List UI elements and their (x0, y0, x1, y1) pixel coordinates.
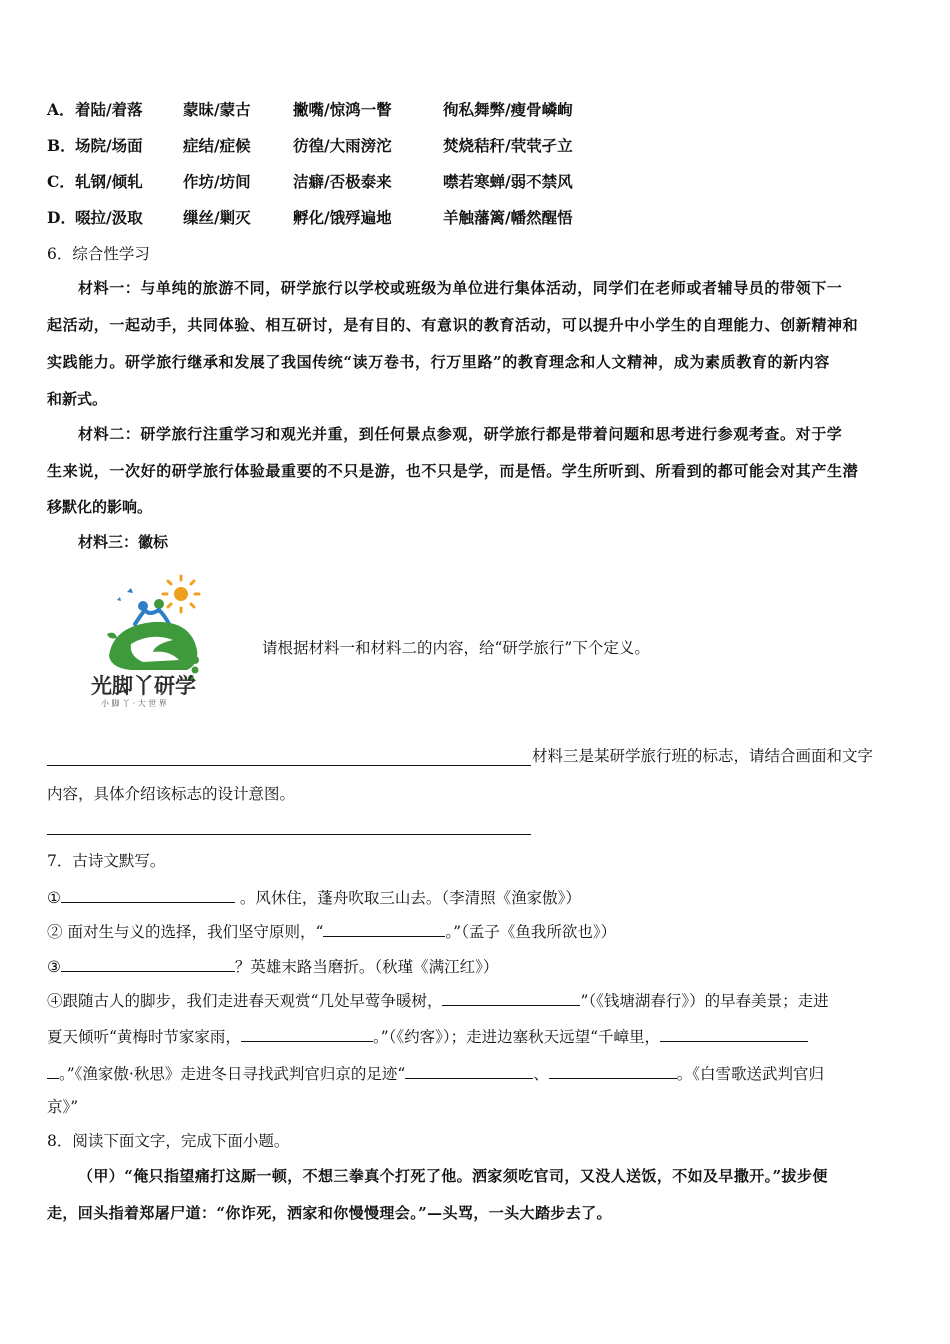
q6-material-1-line: 和新式。 (47, 390, 108, 408)
item-number: ② (47, 923, 63, 941)
q6-material-1-line: 材料一：与单纯的旅游不同，研学旅行以学校或班级为单位进行集体活动，同学们在老师或者辅导员的带领下一 (78, 279, 843, 297)
option-letter: C． (47, 172, 75, 191)
option-item: 着陆/着落 (75, 100, 143, 119)
q6-prompt-definition: 请根据材料一和材料二的内容，给“研学旅行”下个定义。 (262, 639, 650, 657)
fill-blank[interactable] (323, 919, 445, 937)
option-item: 蒙昧/蒙古 (183, 100, 251, 119)
option-letter: D． (47, 208, 76, 227)
separator: 、 (533, 1065, 549, 1083)
fill-blank[interactable] (660, 1024, 808, 1042)
option-item: 焚烧秸秆/茕茕孑立 (443, 136, 573, 155)
option-item: 症结/症候 (183, 136, 251, 155)
q8-passage-line: 走，回头指着郑屠尸道：“你诈死，洒家和你慢慢理会。”—头骂，一头大踏步去了。 (47, 1204, 612, 1222)
fill-blank[interactable] (61, 885, 235, 903)
option-item: 缫丝/剿灭 (183, 208, 251, 227)
q6-title: 6．综合性学习 (47, 245, 150, 263)
option-letter: B． (47, 136, 76, 155)
line-text: 夏天倾听“黄梅时节家家雨， (47, 1028, 241, 1046)
line-text: ”（《钱塘湖春行》）的早春美景；走进 (580, 992, 829, 1010)
fill-blank[interactable] (549, 1061, 677, 1079)
line-text: ？英雄末路当磨折。（秋瑾《满江红》） (234, 958, 499, 976)
line-text: 。《白雪歌送武判官归 (676, 1065, 825, 1083)
q6-material-2-line: 移默化的影响。 (47, 498, 153, 516)
option-item: 场院/场面 (75, 136, 143, 155)
logo-subtitle: 小 脚 丫 · 大 世 界 (101, 699, 167, 708)
option-item: 徇私舞弊/瘦骨嶙峋 (443, 100, 573, 119)
option-item: 噤若寒蝉/弱不禁风 (443, 172, 573, 191)
study-tour-logo (91, 574, 211, 712)
logo-name: 光脚丫研学 (91, 674, 196, 698)
q7-line-4b (47, 1024, 808, 1047)
option-item: 彷徨/大雨滂沱 (293, 136, 392, 155)
line-text: 面对生与义的选择，我们坚守原则，“ (67, 923, 324, 941)
q6-material-3-label: 材料三：徽标 (78, 533, 169, 551)
fill-blank[interactable] (241, 1024, 373, 1042)
q7-line-4c (47, 1061, 824, 1084)
item-number: ④ (47, 992, 63, 1010)
option-item: 洁癖/否极泰来 (293, 172, 392, 191)
q7-line-4a (47, 988, 829, 1011)
line-text: 。”（《约客》）；走进边塞秋天远望“千嶂里， (372, 1028, 661, 1046)
line-text: 。”《渔家傲·秋思》走进冬日寻找武判官归京的足迹“ (59, 1065, 406, 1083)
fill-blank[interactable] (47, 1061, 59, 1079)
fill-blank[interactable] (442, 988, 580, 1006)
barefoot-logo-icon (97, 574, 211, 684)
q7-line-2 (47, 919, 616, 942)
q8-passage-line: （甲）“俺只指望痛打这厮一顿，不想三拳真个打死了他。洒家须吃官司，又没人送饭，不如及早撒开。”拔步便 (78, 1167, 828, 1185)
q7-line-1 (47, 885, 581, 908)
option-item: 孵化/饿殍遍地 (293, 208, 392, 227)
line-text: 跟随古人的脚步，我们走进春天观赏“几处早莺争暖树， (62, 992, 443, 1010)
q6-prompt-logo-part1: 材料三是某研学旅行班的标志，请结合画面和文字 (532, 747, 874, 765)
answer-line[interactable] (47, 765, 531, 766)
option-item: 撇嘴/惊鸿一瞥 (293, 100, 392, 119)
option-item: 啜拉/汲取 (75, 208, 143, 227)
line-text: 。风休住，蓬舟吹取三山去。（李清照《渔家傲》） (239, 889, 581, 907)
answer-line[interactable] (47, 834, 531, 835)
q6-material-1-line: 实践能力。研学旅行继承和发展了我国传统“读万卷书，行万里路”的教育理念和人文精神，成为素质教育的新内容 (47, 353, 830, 371)
q6-material-2-line: 材料二：研学旅行注重学习和观光并重，到任何景点参观，研学旅行都是带着问题和思考进行参观考查。对于学 (78, 425, 843, 443)
q7-line-3 (47, 954, 498, 977)
option-item: 轧钢/倾轧 (75, 172, 143, 191)
q6-material-2-line: 生来说，一次好的研学旅行体验最重要的不只是游，也不只是学，而是悟。学生所听到、所看到的都可能会对其产生潜 (47, 462, 859, 480)
line-text: 。”（孟子《鱼我所欲也》） (445, 923, 617, 941)
option-item: 羊触藩篱/幡然醒悟 (443, 208, 573, 227)
option-item: 作坊/坊间 (183, 172, 251, 191)
q7-line-4d: 京》” (47, 1098, 79, 1116)
q6-prompt-logo-part2: 内容，具体介绍该标志的设计意图。 (47, 785, 296, 803)
q6-material-1-line: 起活动，一起动手，共同体验、相互研讨，是有目的、有意识的教育活动，可以提升中小学生的自理能力、创新精神和 (47, 316, 859, 334)
fill-blank[interactable] (61, 954, 235, 972)
fill-blank[interactable] (405, 1061, 533, 1079)
item-number: ① (47, 889, 61, 907)
q7-title: 7．古诗文默写。 (47, 852, 166, 870)
item-number: ③ (47, 958, 61, 976)
option-letter: A． (47, 100, 75, 119)
q8-title: 8．阅读下面文字，完成下面小题。 (47, 1132, 290, 1150)
